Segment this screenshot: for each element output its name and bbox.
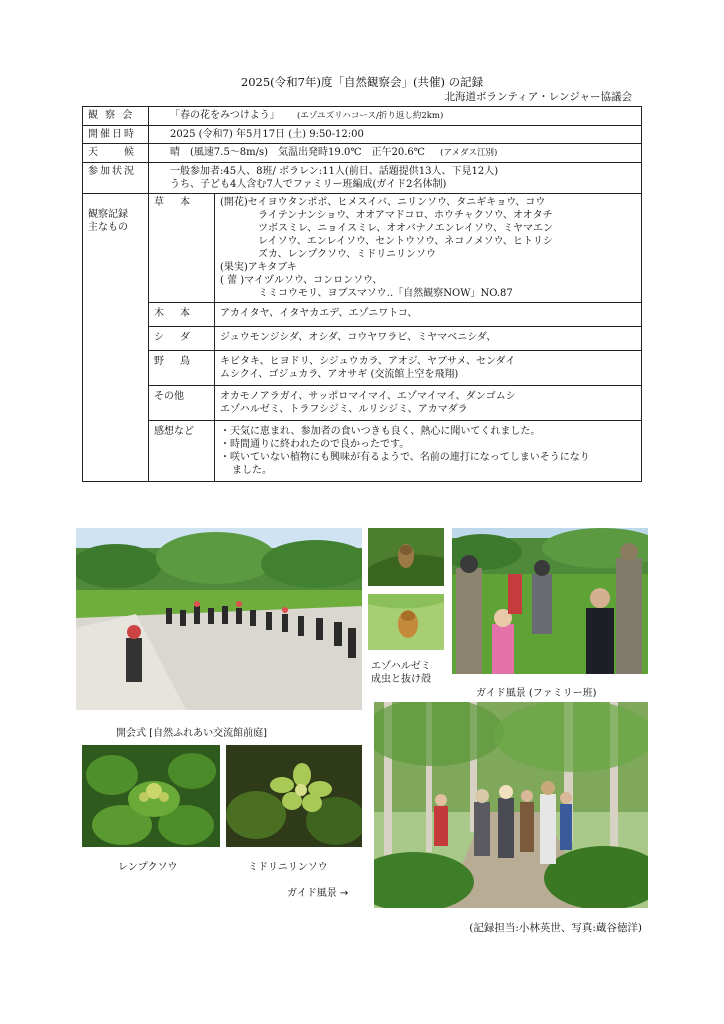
other-value-1: オカモノアラガイ、サッポロマイマイ、エゾマイマイ、ダンゴムシ (220, 391, 516, 402)
impression-1: ・天気に恵まれ、参加者の食いつきも良く、熱心に聞いてくれました。 (220, 426, 541, 437)
fern-value: ジュウモンジシダ、オシダ、コウヤワラビ、ミヤマベニシダ、 (215, 327, 642, 351)
label-tree: 木 本 (149, 303, 215, 327)
row-tree (83, 303, 642, 327)
label-impression: 感想など (149, 421, 215, 482)
record-table (82, 106, 642, 482)
herb-flowering-2: ライテンナンショウ、オオアマドコロ、ホウチャクソウ、オオタチ (258, 210, 553, 221)
bird-value-1: キビタキ、ヒヨドリ、シジュウカラ、アオジ、ヤブサメ、センダイ (220, 356, 516, 367)
row-other (83, 386, 642, 421)
caption-cicada-2: 成虫と抜け殻 (371, 674, 431, 685)
label-participation: 参加状況 (83, 163, 149, 194)
photo-guide-family (452, 528, 648, 674)
observation-label-2: 主なもの (88, 222, 128, 233)
event-title: 「春の花をみつけよう」 (170, 110, 280, 121)
label-herb: 草 本 (149, 194, 215, 303)
herb-flowering-4: レイソウ、エンレイソウ、セントウソウ、ネコノメソウ、ヒトリシ (258, 236, 553, 247)
caption-opening: 開会式 [自然ふれあい交流館前庭] (116, 728, 267, 739)
impression-3b: ました。 (232, 465, 272, 476)
row-participation (83, 163, 642, 194)
participation-line-1: 一般参加者:45人、8班/ ボラレン:11人(前日、話題提供13人、下見12人) (170, 166, 499, 177)
weather-source: (アメダス江別) (440, 148, 498, 158)
label-other: その他 (149, 386, 215, 421)
row-weather (83, 144, 642, 163)
organization-name: 北海道ボランティア・レンジャー協議会 (444, 91, 632, 103)
photo-cicada-shell (368, 528, 444, 586)
document-title: 2025(令和7年)度「自然観察会」(共催) の記録 (240, 75, 484, 89)
other-value-2: エゾハルゼミ、トラフシジミ、ルリシジミ、アカマダラ (220, 404, 468, 415)
herb-fruit: (果実)アキタブキ (220, 262, 297, 273)
weather-value: 晴 (風速7.5～8m/s) 気温出発時19.0℃ 正午20.6℃ (170, 147, 425, 158)
row-fern (83, 327, 642, 351)
row-impression (83, 421, 642, 482)
observation-label-1: 観察記録 (88, 209, 128, 220)
tree-value: アカイタヤ、イタヤカエデ、エゾニワトコ、 (215, 303, 642, 327)
caption-guide-family: ガイド風景 (ファミリー班) (476, 688, 597, 699)
caption-cicada-1: エゾハルゼミ (371, 661, 431, 672)
label-event: 観 察 会 (83, 107, 149, 126)
photo-midori-nirinso (226, 745, 362, 847)
herb-flowering-3: ツボスミレ、ニョイスミレ、オオバナノエンレイソウ、ミヤマエン (258, 223, 554, 234)
label-weather: 天 候 (83, 144, 149, 163)
bird-value-2: ムシクイ、ゴジュカラ、アオサギ (交流館上空を飛翔) (220, 369, 459, 380)
label-date: 開催日時 (83, 126, 149, 144)
herb-flowering-1: (開花)セイヨウタンポポ、ヒメスイバ、ニリンソウ、タニギキョウ、コウ (220, 197, 546, 208)
herb-bud-2: ミミコウモリ、ヨブスマソウ‥「自然観察NOW」NO.87 (258, 288, 513, 299)
participation-line-2: うち、子ども4人含む7人でファミリー班編成(ガイド2名体制) (170, 179, 447, 190)
caption-midori: ミドリニリンソウ (248, 862, 328, 873)
photo-guide-scene (374, 702, 648, 908)
event-course: (エゾユズリハコース/折り返し約2km) (297, 111, 444, 121)
date-value: 2025 (令和7) 年5月17日 (土) 9:50-12:00 (170, 129, 364, 140)
row-herb (83, 194, 642, 303)
impression-3: ・咲いていない植物にも興味が有るようで、名前の連打になってしまいそうになり (220, 452, 590, 463)
label-bird: 野 鳥 (149, 351, 215, 386)
photo-cicada-adult (368, 594, 444, 650)
label-observation (83, 194, 149, 482)
row-bird (83, 351, 642, 386)
herb-bud-1: ( 蕾 )マイヅルソウ、コンロンソウ、 (220, 275, 383, 286)
label-fern: シ ダ (149, 327, 215, 351)
photo-renpukuso (82, 745, 220, 847)
row-event (83, 107, 642, 126)
photo-opening-ceremony (76, 528, 362, 710)
footer-credit: (記録担当:小林英世、写真:蔵谷徳洋) (469, 922, 642, 934)
row-date (83, 126, 642, 144)
caption-guide-scene: ガイド風景 → (287, 888, 349, 899)
impression-2: ・時間通りに終われたので良かったです。 (220, 439, 410, 450)
herb-flowering-5: ズカ、レンプクソウ、ミドリニリンソウ (258, 249, 437, 260)
caption-renpukuso: レンプクソウ (118, 862, 178, 873)
